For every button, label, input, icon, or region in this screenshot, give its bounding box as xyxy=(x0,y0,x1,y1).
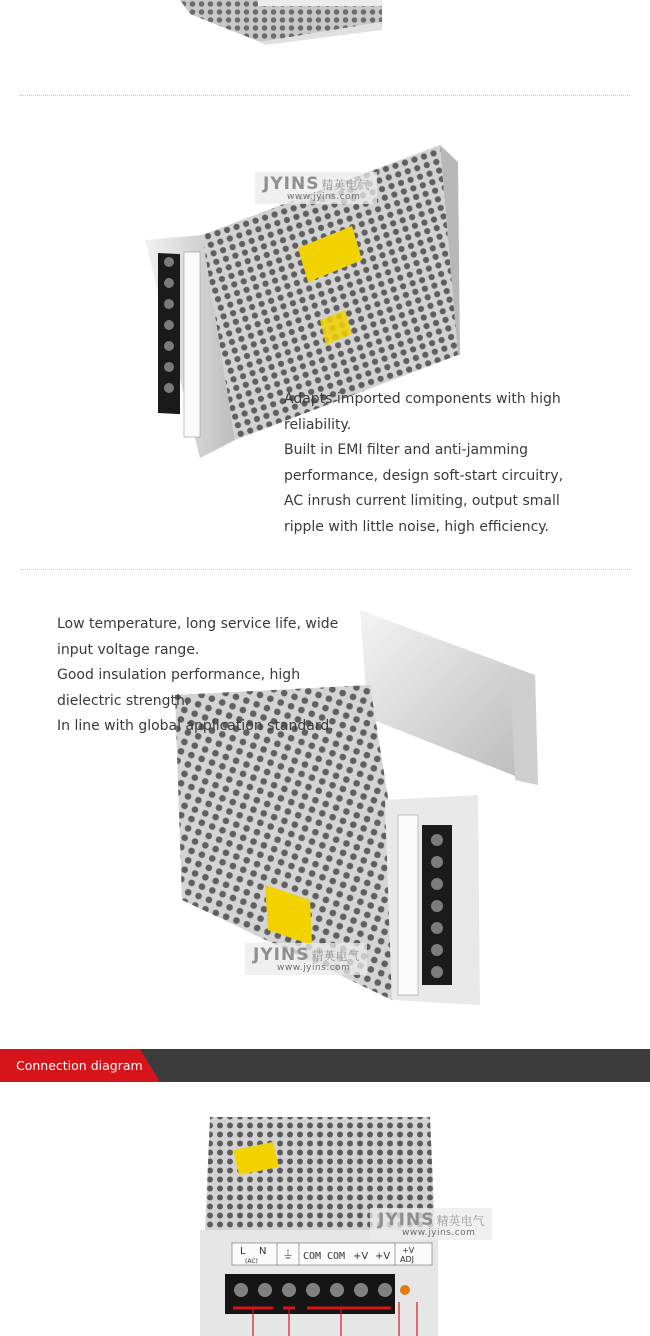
feature-line: Low temperature, long service life, wide input voltage range. xyxy=(57,616,339,658)
terminal-label-l: L xyxy=(240,1246,246,1257)
feature-line: In line with global application standard. xyxy=(57,718,334,734)
watermark-brand-cn: 精英电气 xyxy=(311,949,360,963)
terminal-label-adj-v: +V xyxy=(402,1246,415,1255)
feature-line: Adapts imported components with high reliability. xyxy=(284,391,561,433)
watermark-brand: JYINS xyxy=(253,945,310,965)
watermark-brand-cn: 精英电气 xyxy=(436,1214,485,1228)
terminal-label-com-2: COM xyxy=(327,1251,346,1262)
divider-middle xyxy=(20,569,630,570)
watermark-url: www.jyins.com xyxy=(277,963,351,973)
terminal-label-ground: ⏚ xyxy=(282,1248,295,1262)
watermark-url: www.jyins.com xyxy=(402,1228,476,1238)
feature-line: Good insulation performance, high dielectric strength. xyxy=(57,667,301,709)
terminal-label-ac: (AC) xyxy=(245,1258,258,1265)
section-title: Connection diagram xyxy=(16,1058,143,1073)
terminal-label-v-1: +V xyxy=(353,1251,369,1262)
section-header-bar xyxy=(0,1049,650,1082)
divider-top xyxy=(20,95,630,96)
feature-description-1 xyxy=(284,387,584,540)
watermark-3 xyxy=(245,943,367,975)
watermark-url: www.jyins.com xyxy=(287,192,361,202)
watermark-2 xyxy=(255,172,377,204)
terminal-label-adj: ADJ xyxy=(400,1255,414,1264)
watermark-brand: JYINS xyxy=(378,1210,435,1230)
product-image-top xyxy=(170,0,390,45)
terminal-label-n: N xyxy=(259,1246,267,1257)
feature-line: Built in EMI filter and anti-jamming performance, design soft-start circuitry, AC inrush current limiting, output small ripple with little noise, high efficiency. xyxy=(284,442,564,535)
terminal-label-v-2: +V xyxy=(375,1251,391,1262)
watermark-brand-cn: 精英电气 xyxy=(321,178,370,192)
watermark-4 xyxy=(370,1208,492,1240)
terminal-label-com-1: COM xyxy=(303,1251,322,1262)
watermark-brand: JYINS xyxy=(263,174,320,194)
feature-description-2 xyxy=(57,612,342,740)
